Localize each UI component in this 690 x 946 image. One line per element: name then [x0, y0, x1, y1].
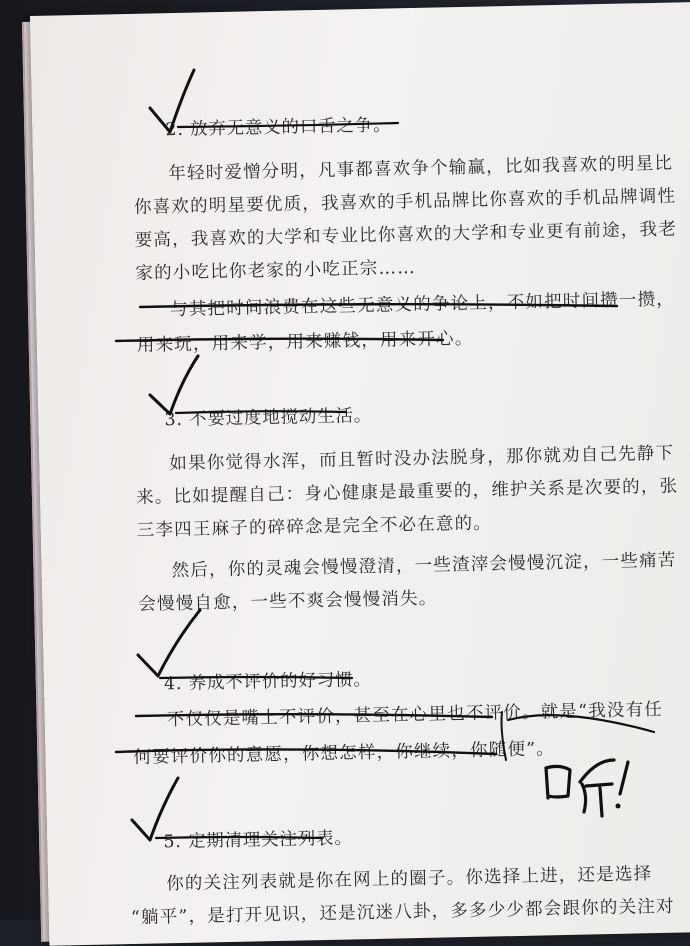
paragraph-line: 三李四王麻子的碎碎念是完全不必在意的。: [136, 513, 493, 541]
paragraph-line: 如果你觉得水浑，而且暂时没办法脱身，那你就劝自己先静下: [169, 443, 675, 475]
section-2-number: 2.: [165, 119, 184, 141]
paragraph-line: 年轻时爱憎分明，凡事都喜欢争个输赢，比如我喜欢的明星比: [168, 153, 674, 185]
section-4-number: 4.: [163, 673, 183, 695]
section-5-title: 定期清理关注列表。: [187, 828, 353, 852]
section-4-title: 养成不评价的好习惯。: [188, 669, 372, 694]
paragraph-line: 与其把时间浪费在这些无意义的争论上，不如把时间攒一攒，: [169, 289, 676, 321]
book-page: [30, 2, 690, 946]
paragraph-line: 你的关注列表就是你在网上的圈子。你选择上进，还是选择: [166, 864, 653, 895]
section-5-heading: [163, 824, 353, 853]
section-2-title: 放弃无意义的口舌之争。: [189, 115, 392, 140]
paragraph-line: 家的小吃比你老家的小吃正宗……: [135, 257, 417, 284]
section-3-number: 3.: [164, 409, 183, 431]
paragraph-line: 你喜欢的明星要优质，我喜欢的手机品牌比你喜欢的手机品牌调性: [133, 186, 677, 218]
paragraph-line: 用来玩，用来学，用来赚钱，用来开心。: [136, 328, 474, 356]
paragraph-line: 不仅仅是嘴上不评价，甚至在心里也不评价。就是“我没有任: [166, 699, 664, 731]
paragraph-line: 会慢慢自愈，一些不爽会慢慢消失。: [138, 588, 438, 615]
paragraph-line: 然后，你的灵魂会慢慢澄清，一些渣滓会慢慢沉淀，一些痛苦: [171, 550, 677, 582]
paragraph-line: 何要评价你的意愿，你想怎样，你继续，你随便”。: [133, 739, 556, 768]
section-3-heading: [164, 402, 372, 431]
section-2-heading: [165, 111, 391, 141]
paragraph-line: 来。比如提醒自己：身心健康是最重要的，维护关系是次要的，张: [135, 476, 679, 508]
paragraph-line: 要高，我喜欢的大学和专业比你喜欢的大学和专业更有前途，我老: [134, 219, 678, 251]
section-5-number: 5.: [163, 832, 182, 853]
section-3-title: 不要过度地搅动生活。: [188, 405, 373, 430]
section-4-heading: [164, 666, 372, 695]
page-text: [30, 2, 690, 946]
paragraph-line: “躺平”，是打开见识，还是沉迷八卦，多多少少都会跟你的关注对: [130, 896, 675, 929]
